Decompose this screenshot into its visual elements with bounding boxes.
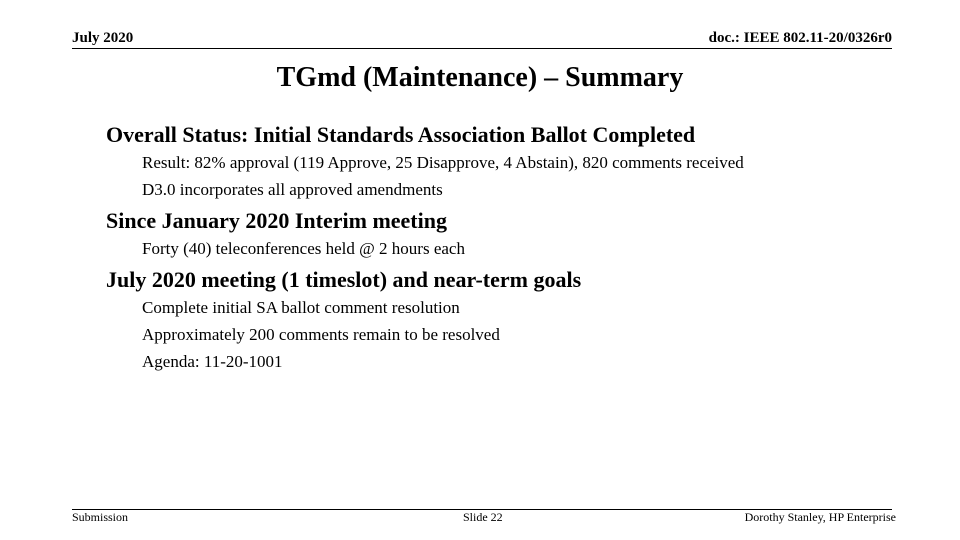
bullet-list <box>106 152 906 200</box>
bullet-list <box>106 297 906 372</box>
bullet-item: Result: 82% approval (119 Approve, 25 Disapprove, 4 Abstain), 820 comments received <box>142 153 744 172</box>
bullet-item: Forty (40) teleconferences held @ 2 hours each <box>142 239 465 258</box>
header-divider <box>72 48 892 49</box>
footer-author: Dorothy Stanley, HP Enterprise <box>744 510 896 524</box>
bullet-item: D3.0 incorporates all approved amendments <box>142 180 443 199</box>
section-july-meeting <box>106 265 906 372</box>
slide-title: TGmd (Maintenance) – Summary <box>276 62 684 93</box>
bullet-item: Agenda: 11-20-1001 <box>142 352 283 371</box>
header-doc-id: doc.: IEEE 802.11-20/0326r0 <box>708 30 892 46</box>
bullet-item: Approximately 200 comments remain to be resolved <box>142 325 500 344</box>
header-date: July 2020 <box>72 30 134 46</box>
section-heading: Overall Status: Initial Standards Association Ballot Completed <box>106 122 696 147</box>
section-heading: Since January 2020 Interim meeting <box>106 208 447 233</box>
section-since-january <box>106 206 906 259</box>
section-heading: July 2020 meeting (1 timeslot) and near-term goals <box>106 267 582 292</box>
footer-submission: Submission <box>72 510 129 524</box>
slide-content <box>106 120 906 378</box>
bullet-item: Complete initial SA ballot comment resolution <box>142 298 460 317</box>
section-overall-status <box>106 120 906 200</box>
bullet-list <box>106 238 906 259</box>
footer-slide-number: Slide 22 <box>463 510 503 524</box>
